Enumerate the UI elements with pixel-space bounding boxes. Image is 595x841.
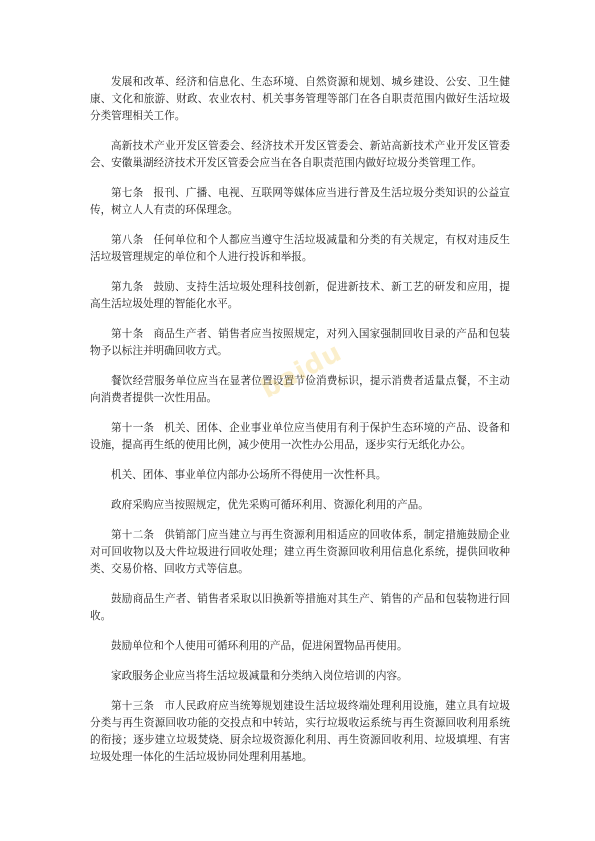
article-paragraph [90, 185, 510, 219]
paragraph-text: 市人民政府应当统筹规划建设生活垃圾终端处理利用设施，建立具有垃圾分类与再生资源回收功能的交投点和中转站，实行垃圾收运系统与再生资源回收利用系统的衔接；逐步建立垃圾焚烧、厨余垃圾资源化利用、再生资源回收利用、垃圾填埋、有害垃圾处理一体化的生活垃圾协同处理利用基地。 [90, 700, 511, 763]
article-number: 第七条 [111, 187, 144, 199]
article-paragraph [90, 279, 510, 313]
paragraph-text: 鼓励、支持生活垃圾处理科技创新，促进新技术、新工艺的研发和应用，提高生活垃圾处理的智能化水平。 [90, 281, 510, 310]
paragraph [90, 638, 510, 655]
paragraph-text: 发展和改革、经济和信息化、生态环境、自然资源和规划、城乡建设、公安、卫生健康、文化和旅游、财政、农业农村、机关事务管理等部门在各自职责范围内做好生活垃圾分类管理相关工作。 [90, 76, 510, 122]
paragraph [90, 74, 510, 125]
document-body [90, 74, 510, 779]
paragraph-text: 鼓励商品生产者、销售者采取以旧换新等措施对其生产、销售的产品和包装物进行回收。 [90, 593, 510, 622]
paragraph [90, 467, 510, 484]
paragraph-text: 机关、团体、企业事业单位应当使用有利于保护生态环境的产品、设备和设施，提高再生纸的使用比例，减少使用一次性办公用品，逐步实行无纸化办公。 [90, 422, 511, 451]
paragraph [90, 138, 510, 172]
paragraph [90, 497, 510, 514]
article-number: 第十条 [111, 328, 144, 340]
paragraph-text: 供销部门应当建立与再生资源利用相适应的回收体系，制定措施鼓励企业对可回收物以及大件垃圾进行回收处理；建立再生资源回收利用信息化系统，提供回收种类、交易价格、回收方式等信息。 [90, 529, 511, 575]
article-paragraph [90, 420, 510, 454]
article-number: 第十一条 [111, 422, 155, 434]
paragraph-text: 机关、团体、事业单位内部办公场所不得使用一次性杯具。 [111, 469, 387, 481]
paragraph [90, 373, 510, 407]
article-paragraph [90, 326, 510, 360]
paragraph-text: 餐饮经营服务单位应当在显著位置设置节俭消费标识，提示消费者适量点餐，不主动向消费者提供一次性用品。 [90, 375, 510, 404]
paragraph-text: 任何单位和个人都应当遵守生活垃圾减量和分类的有关规定，有权对违反生活垃圾管理规定的单位和个人进行投诉和举报。 [90, 234, 510, 263]
paragraph-text: 报刊、广播、电视、互联网等媒体应当进行普及生活垃圾分类知识的公益宣传，树立人人有责的环保理念。 [90, 187, 510, 216]
article-number: 第九条 [111, 281, 144, 293]
article-paragraph [90, 698, 510, 766]
paragraph-text: 商品生产者、销售者应当按照规定，对列入国家强制回收目录的产品和包装物予以标注并明确回收方式。 [90, 328, 510, 357]
article-paragraph [90, 232, 510, 266]
paragraph-text: 鼓励单位和个人使用可循环利用的产品，促进闲置物品再使用。 [111, 640, 408, 652]
watermark-logo: baidu [256, 337, 348, 405]
article-paragraph [90, 527, 510, 578]
article-number: 第十二条 [111, 529, 155, 541]
paragraph-text: 政府采购应当按照规定，优先采购可循环利用、资源化利用的产品。 [111, 499, 429, 511]
paragraph-text: 高新技术产业开发区管委会、经济技术开发区管委会、新站高新技术产业开发区管委会、安徽巢湖经济技术开发区管委会应当在各自职责范围内做好垃圾分类管理工作。 [90, 140, 510, 169]
article-number: 第十三条 [111, 700, 155, 712]
paragraph [90, 591, 510, 625]
article-number: 第八条 [111, 234, 144, 246]
paragraph-text: 家政服务企业应当将生活垃圾减量和分类纳入岗位培训的内容。 [111, 670, 408, 682]
paragraph [90, 668, 510, 685]
